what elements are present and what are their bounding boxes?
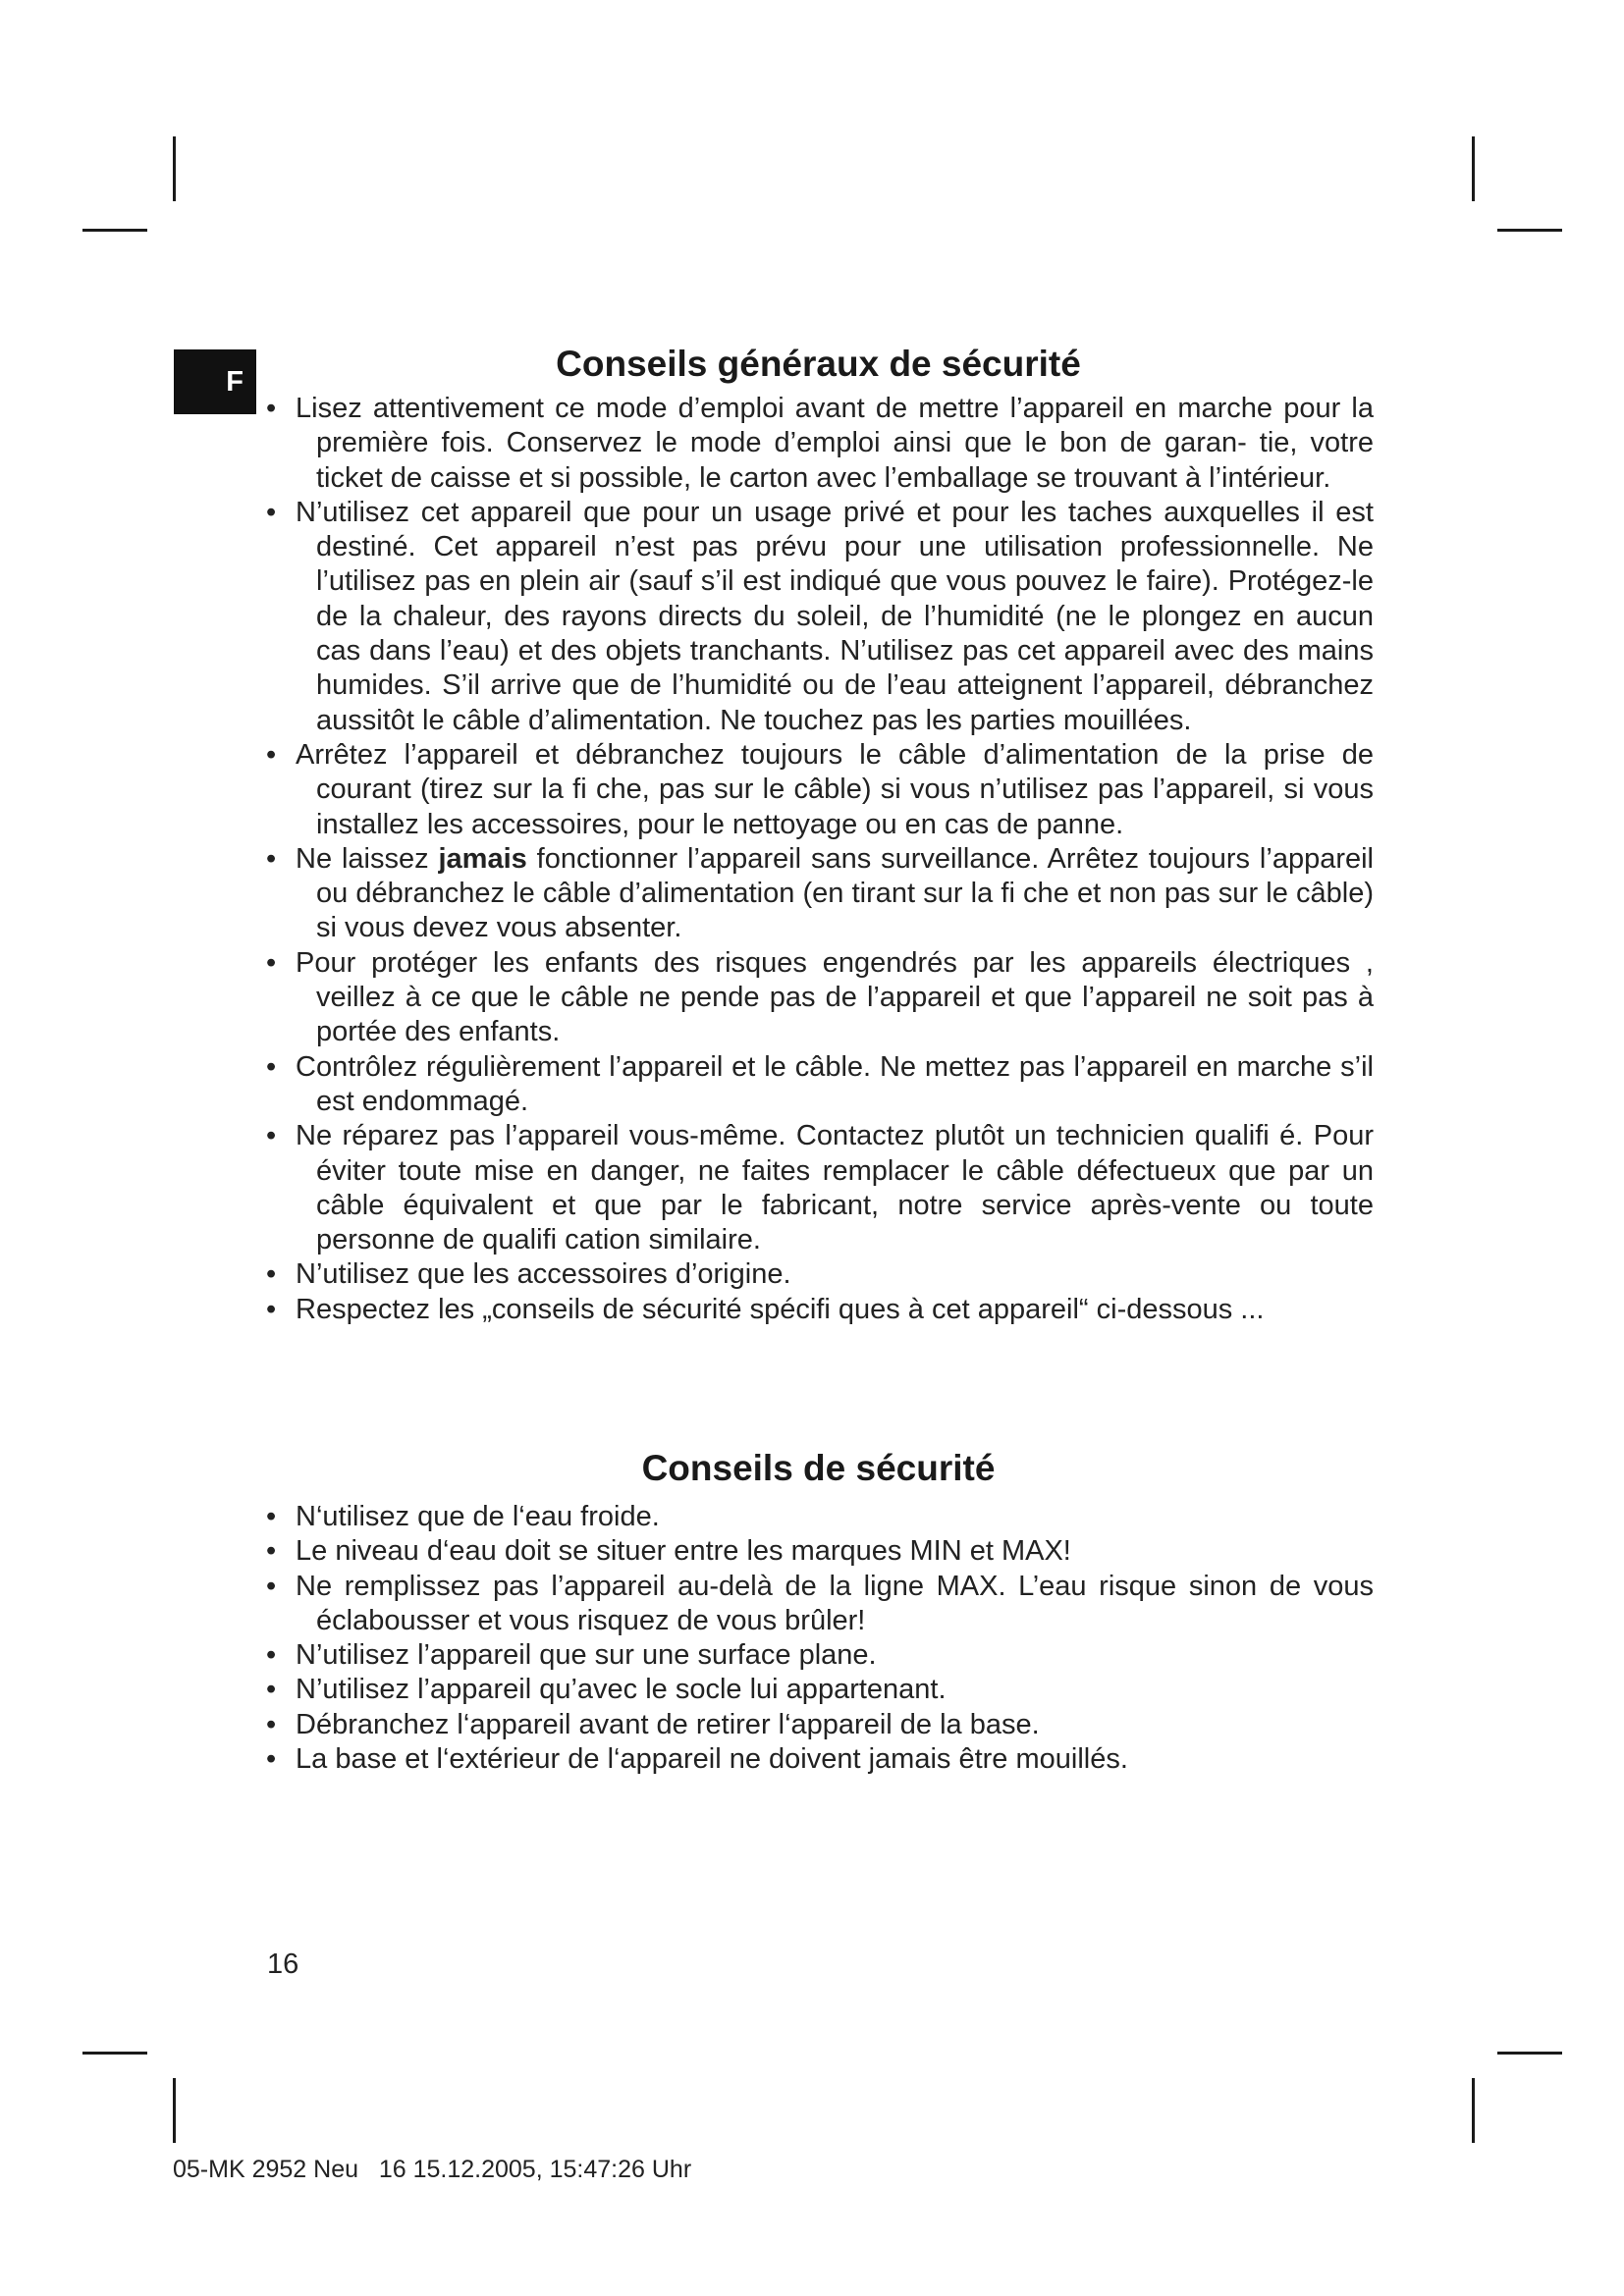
crop-mark-bottom-left-vertical [173, 2078, 176, 2143]
language-tab-label: F [226, 366, 244, 398]
emphasis-text: jamais [438, 842, 527, 875]
list-item-text: Ne remplissez pas l’appareil au-delà de la ligne MAX. L’eau risque sinon de vous éclabousser et vous risquez de vous brûler! [296, 1570, 1374, 1636]
list-item-text: La base et l‘extérieur de l‘appareil ne doivent jamais être mouillés. [296, 1743, 1128, 1776]
list-item [263, 1708, 1374, 1742]
bullet-icon: • [266, 1674, 277, 1706]
list-item [263, 496, 1374, 738]
list-item [263, 1050, 1374, 1120]
bullet-icon: • [266, 1120, 277, 1152]
list-item-text: N’utilisez l’appareil que sur une surface plane. [296, 1639, 877, 1672]
crop-mark-top-left-horizontal [82, 229, 147, 232]
list-item [263, 1293, 1374, 1327]
list-item-text-pre: Ne laissez [296, 842, 439, 875]
list-item-text-post: fonctionner l’appareil sans surveillance. Arrêtez toujours l’appareil ou débranchez le câble d’alimentation (en tirant sur la fi che et non pas sur le câble) si vous devez vous absenter. [316, 842, 1374, 944]
list-item-text: Lisez attentivement ce mode d’emploi avant de mettre l’appareil en marche pour la première fois. Conservez le mode d’emploi ainsi que le bon de garan- tie, votre ticket de caisse et si possible, le carton avec l’emballage se trouvant à l’intérieur. [296, 393, 1374, 494]
list-item [263, 738, 1374, 842]
bullet-list [263, 392, 1374, 1327]
list-item [263, 946, 1374, 1050]
list-item [263, 842, 1374, 946]
list-item-text [296, 842, 1374, 946]
list-item-text: Respectez les „conseils de sécurité spécifi ques à cet appareil“ ci-dessous ... [296, 1293, 1265, 1325]
list-item [263, 1119, 1374, 1257]
crop-mark-top-right-horizontal [1497, 229, 1562, 232]
bullet-list [263, 1500, 1374, 1777]
bullet-icon: • [266, 738, 277, 771]
crop-mark-top-left-vertical [173, 136, 176, 201]
crop-mark-top-right-vertical [1472, 136, 1475, 201]
bullet-icon: • [266, 946, 277, 979]
list-item-text: Débranchez l‘appareil avant de retirer l‘appareil de la base. [296, 1708, 1040, 1740]
list-item-text: N’utilisez que les accessoires d’origine. [296, 1258, 791, 1291]
section-device-safety [263, 1447, 1374, 1777]
list-item-text: Ne réparez pas l’appareil vous-même. Contactez plutôt un technicien qualifi é. Pour éviter toute mise en danger, ne faites remplacer le câble défectueux que par un câble équivalent et que par le fabricant, notre service après-vente ou toute personne de qualifi cation similaire. [296, 1120, 1374, 1256]
bullet-icon: • [266, 1050, 277, 1083]
bullet-icon: • [266, 1570, 277, 1602]
crop-mark-bottom-left-horizontal [82, 2052, 147, 2055]
list-item [263, 1534, 1374, 1569]
section-title: Conseils de sécurité [641, 1448, 996, 1488]
bullet-icon: • [266, 1743, 277, 1776]
language-tab [174, 349, 256, 414]
list-item [263, 1500, 1374, 1534]
bullet-icon: • [266, 842, 277, 875]
section-title: Conseils généraux de sécurité [556, 344, 1081, 384]
bullet-icon: • [266, 496, 277, 528]
print-footer: 05-MK 2952 Neu 16 15.12.2005, 15:47:26 Uhr [173, 2156, 692, 2183]
list-item [263, 1257, 1374, 1292]
list-item [263, 1570, 1374, 1639]
list-item-text: Pour protéger les enfants des risques engendrés par les appareils électriques , veillez à ce que le câble ne pende pas de l’appareil et que l’appareil ne soit pas à portée des enfants. [296, 946, 1374, 1048]
list-item [263, 1742, 1374, 1777]
bullet-icon: • [266, 1501, 277, 1532]
list-item-text: Contrôlez régulièrement l’appareil et le câble. Ne mettez pas l’appareil en marche s’il est endommagé. [296, 1050, 1374, 1117]
bullet-icon: • [266, 1535, 277, 1568]
section-general-safety [263, 343, 1374, 1327]
list-item-text: N’utilisez cet appareil que pour un usage privé et pour les taches auxquelles il est destiné. Cet appareil n’est pas prévu pour une utilisation professionnelle. Ne l’utilisez pas en plein air (sauf s’il est indiqué que vous pouvez le faire). Protégez-le de la chaleur, des rayons directs du soleil, de l’humidité (ne le plongez en aucun cas dans l’eau) et des objets tranchants. N’utilisez pas cet appareil avec des mains humides. S’il arrive que de l’humidité ou de l’eau atteignent l’appareil, débranchez aussitôt le câble d’alimentation. Ne touchez pas les parties mouillées. [296, 496, 1374, 736]
list-item [263, 1638, 1374, 1673]
page-number: 16 [267, 1949, 299, 1980]
list-item-text: N’utilisez l’appareil qu’avec le socle lui appartenant. [296, 1674, 947, 1706]
crop-mark-bottom-right-horizontal [1497, 2052, 1562, 2055]
list-item-text: Le niveau d‘eau doit se situer entre les marques MIN et MAX! [296, 1535, 1071, 1568]
list-item [263, 392, 1374, 496]
bullet-icon: • [266, 1293, 277, 1325]
list-item-text: N‘utilisez que de l‘eau froide. [296, 1501, 660, 1532]
bullet-icon: • [266, 1639, 277, 1672]
crop-mark-bottom-right-vertical [1472, 2078, 1475, 2143]
list-item [263, 1673, 1374, 1707]
list-item-text: Arrêtez l’appareil et débranchez toujours le câble d’alimentation de la prise de courant (tirez sur la fi che, pas sur le câble) si vous n’utilisez pas l’appareil, si vous installez les accessoires, pour le nettoyage ou en cas de panne. [296, 738, 1374, 840]
bullet-icon: • [266, 393, 277, 424]
bullet-icon: • [266, 1258, 277, 1291]
bullet-icon: • [266, 1708, 277, 1740]
